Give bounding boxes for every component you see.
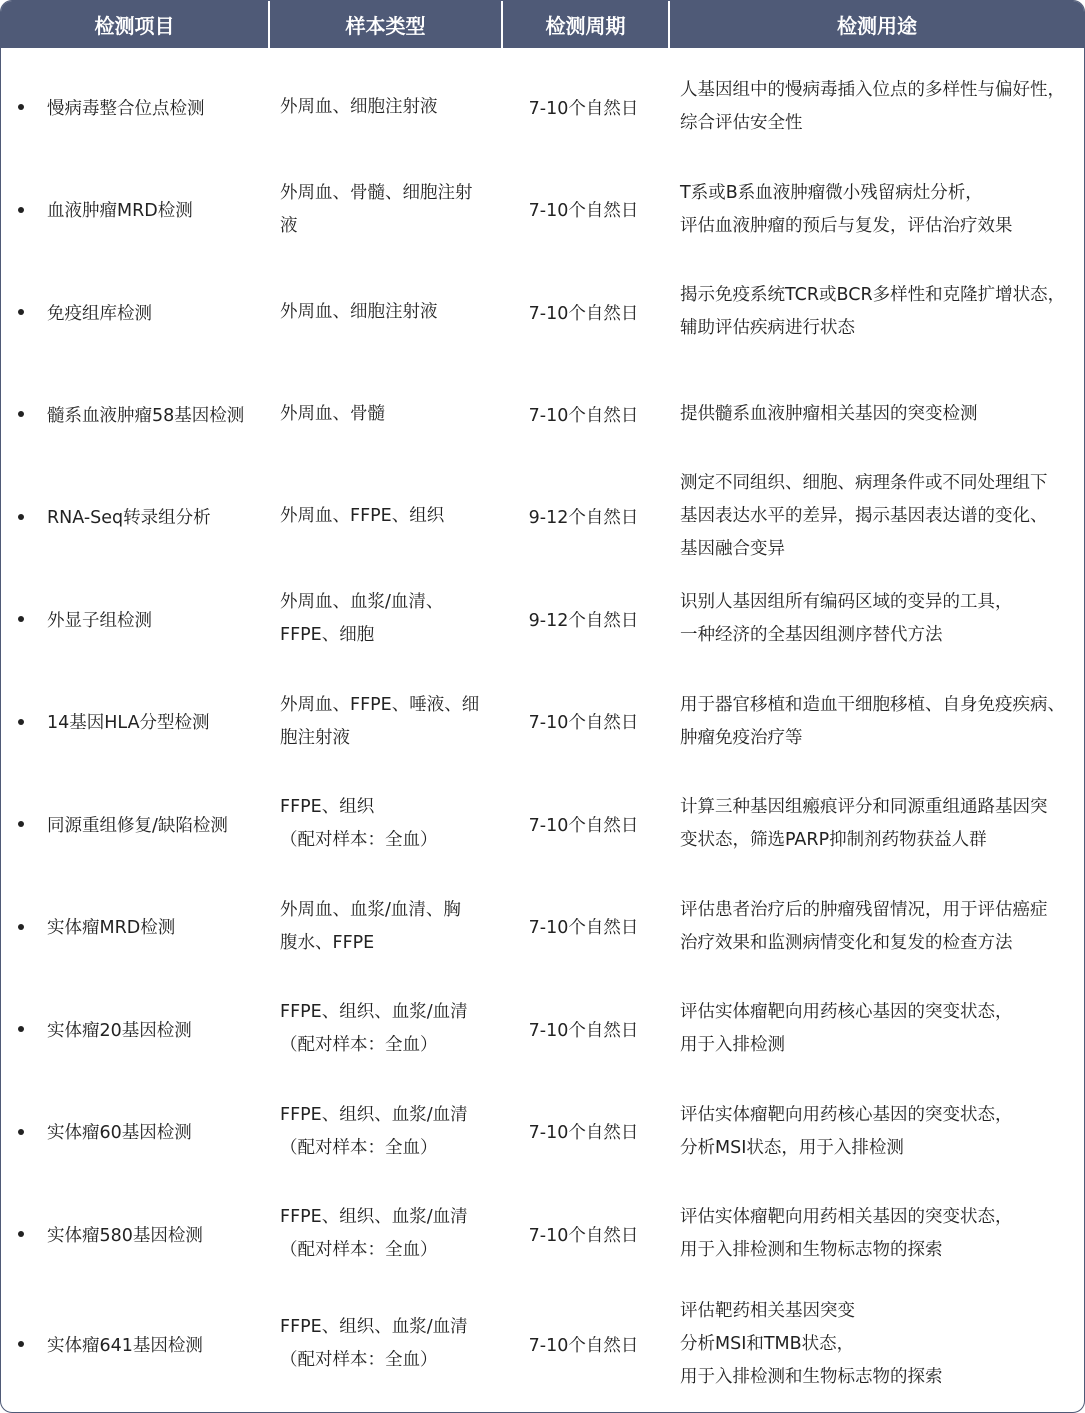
usage-line: 人基因组中的慢病毒插入位点的多样性与偏好性， [680,80,1065,100]
table-row [1,875,1084,978]
period-cell: 7-10个自然日 [528,201,639,221]
sample-cell [280,568,495,670]
sample-line: （配对样本：全血） [280,1350,438,1370]
item-name: 免疫组库检测 [47,303,152,324]
sample-cell [280,773,495,875]
usage-line: 评估靶药相关基因突变 [680,1300,855,1321]
table-row [1,978,1084,1080]
usage-line: 综合评估安全性 [680,113,803,133]
usage-line: 治疗效果和监测病情变化和复发的检查方法 [680,932,1013,953]
period-cell: 7-10个自然日 [528,1335,639,1356]
usage-cell [680,978,1080,1080]
sample-line: 胞注射液 [280,727,350,748]
usage-cell [680,56,1080,158]
usage-line: 识别人基因组所有编码区域的变异的工具， [680,592,1013,612]
sample-line: 外周血、FFPE、组织 [280,506,445,526]
usage-line: 用于入排检测和生物标志物的探索 [680,1240,943,1260]
item-cell [1,1080,266,1183]
sample-cell [280,875,495,978]
item-name: 实体瘤MRD检测 [47,918,176,938]
item-cell [1,1285,266,1403]
sample-line: 外周血、血浆/血清、 [280,592,444,612]
usage-line: 评估血液肿瘤的预后与复发，评估治疗效果 [680,215,1013,236]
item-cell [1,261,266,363]
sample-cell [280,363,495,465]
item-name: 实体瘤60基因检测 [47,1123,192,1143]
sample-cell [280,261,495,363]
usage-line: 揭示免疫系统TCR或BCR多样性和克隆扩增状态， [680,285,1066,305]
table-row [1,158,1084,261]
usage-line: 提供髓系血液肿瘤相关基因的突变检测 [680,403,978,424]
item-name: 同源重组修复/缺陷检测 [47,815,228,836]
item-cell [1,670,266,773]
usage-line: 一种经济的全基因组测序替代方法 [680,625,943,645]
table-body [1,56,1084,1403]
sample-line: FFPE、组织 [280,797,375,817]
period-cell: 7-10个自然日 [528,1123,639,1143]
sample-line: FFPE、组织、血浆/血清 [280,1104,468,1125]
table-row [1,773,1084,875]
usage-line: 评估实体瘤靶向用药核心基因的突变状态， [680,1104,1013,1125]
item-name: 实体瘤20基因检测 [47,1020,192,1041]
sample-cell [280,158,495,261]
usage-line: T系或B系血液肿瘤微小残留病灶分析， [680,182,983,203]
bullet-icon [18,207,24,213]
header-item: 检测项目 [94,14,175,38]
item-name: 14基因HLA分型检测 [47,713,210,733]
sample-line: 外周血、细胞注射液 [280,301,438,322]
sample-cell [280,1080,495,1183]
item-cell [1,1183,266,1285]
sample-cell [280,465,495,568]
sample-line: （配对样本：全血） [280,1035,438,1055]
sample-cell [280,978,495,1080]
sample-line: FFPE、细胞 [280,625,375,645]
usage-cell [680,261,1080,363]
usage-line: 用于器官移植和造血干细胞移植、自身免疫疾病、 [680,694,1065,715]
usage-cell [680,1285,1080,1403]
usage-cell [680,1080,1080,1183]
item-name: 实体瘤641基因检测 [47,1335,203,1356]
period-cell: 7-10个自然日 [528,405,639,426]
sample-cell [280,1183,495,1285]
bullet-icon [18,411,24,417]
bullet-icon [18,1026,24,1032]
bullet-icon [18,924,24,930]
period-cell: 7-10个自然日 [528,815,639,836]
sample-cell [280,56,495,158]
table-row [1,1183,1084,1285]
period-cell: 9-12个自然日 [528,610,639,631]
usage-cell [680,773,1080,875]
usage-line: 计算三种基因组瘢痕评分和同源重组通路基因突 [680,797,1048,817]
period-cell: 7-10个自然日 [528,713,639,733]
header-usage: 检测用途 [668,1,1084,48]
sample-line: FFPE、组织、血浆/血清 [280,1002,468,1022]
usage-line: 用于入排检测和生物标志物的探索 [680,1366,943,1387]
sample-line: 外周血、FFPE、唾液、细 [280,694,480,715]
item-name: 实体瘤580基因检测 [47,1225,203,1246]
bullet-icon [18,309,24,315]
usage-line: 用于入排检测 [680,1035,785,1055]
bullet-icon [18,514,24,520]
table-row [1,465,1084,568]
item-name: 外显子组检测 [47,610,152,631]
table-row [1,363,1084,465]
usage-line: 变状态，筛选PARP抑制剂药物获益人群 [680,830,987,850]
item-cell [1,465,266,568]
item-name: RNA-Seq转录组分析 [47,508,211,528]
usage-cell [680,875,1080,978]
item-cell [1,978,266,1080]
header-sample: 样本类型 [268,1,501,48]
period-cell: 9-12个自然日 [528,508,639,528]
period-cell: 7-10个自然日 [528,1225,639,1246]
usage-cell [680,1183,1080,1285]
usage-cell [680,465,1080,568]
usage-cell [680,568,1080,670]
usage-cell [680,670,1080,773]
item-cell [1,363,266,465]
bullet-icon [18,104,24,110]
table-row [1,1080,1084,1183]
item-name: 慢病毒整合位点检测 [47,98,205,119]
period-cell: 7-10个自然日 [528,98,639,119]
item-name: 血液肿瘤MRD检测 [47,201,193,221]
sample-line: （配对样本：全血） [280,1240,438,1260]
sample-line: 外周血、细胞注射液 [280,96,438,117]
sample-line: 外周血、骨髓 [280,403,385,424]
usage-line: 分析MSI和TMB状态， [680,1333,855,1354]
table-row [1,568,1084,670]
sample-line: 外周血、骨髓、细胞注射 [280,182,473,203]
usage-cell [680,158,1080,261]
usage-cell [680,363,1080,465]
bullet-icon [18,1231,24,1237]
table-row [1,261,1084,363]
sample-line: （配对样本：全血） [280,1137,438,1158]
item-cell [1,773,266,875]
usage-line: 基因表达水平的差异，揭示基因表达谱的变化、 [680,506,1048,526]
usage-line: 评估实体瘤靶向用药核心基因的突变状态， [680,1002,1013,1022]
table-row [1,1285,1084,1403]
period-cell: 7-10个自然日 [528,918,639,938]
sample-line: 液 [280,215,298,236]
usage-line: 评估患者治疗后的肿瘤残留情况，用于评估癌症 [680,899,1048,920]
sample-line: （配对样本：全血） [280,830,438,850]
sample-line: 外周血、血浆/血清、胸 [280,899,461,920]
usage-line: 测定不同组织、细胞、病理条件或不同处理组下 [680,473,1048,493]
bullet-icon [18,1341,24,1347]
bullet-icon [18,616,24,622]
item-cell [1,56,266,158]
bullet-icon [18,821,24,827]
bullet-icon [18,1129,24,1135]
bullet-icon [18,719,24,725]
sample-line: FFPE、组织、血浆/血清 [280,1317,468,1337]
header-period: 检测周期 [501,1,668,48]
item-cell [1,568,266,670]
sample-cell [280,670,495,773]
usage-line: 评估实体瘤靶向用药相关基因的突变状态， [680,1207,1013,1227]
period-cell: 7-10个自然日 [528,303,639,324]
usage-line: 分析MSI状态，用于入排检测 [680,1137,904,1158]
item-cell [1,875,266,978]
table-header [1,1,1084,48]
usage-line: 辅助评估疾病进行状态 [680,318,855,338]
item-name: 髓系血液肿瘤58基因检测 [47,405,245,426]
item-cell [1,158,266,261]
usage-line: 基因融合变异 [680,539,785,559]
sample-line: 腹水、FFPE [280,932,375,953]
table-row [1,670,1084,773]
sample-cell [280,1285,495,1403]
period-cell: 7-10个自然日 [528,1020,639,1041]
sample-line: FFPE、组织、血浆/血清 [280,1207,468,1227]
table-row [1,56,1084,158]
usage-line: 肿瘤免疫治疗等 [680,727,803,748]
